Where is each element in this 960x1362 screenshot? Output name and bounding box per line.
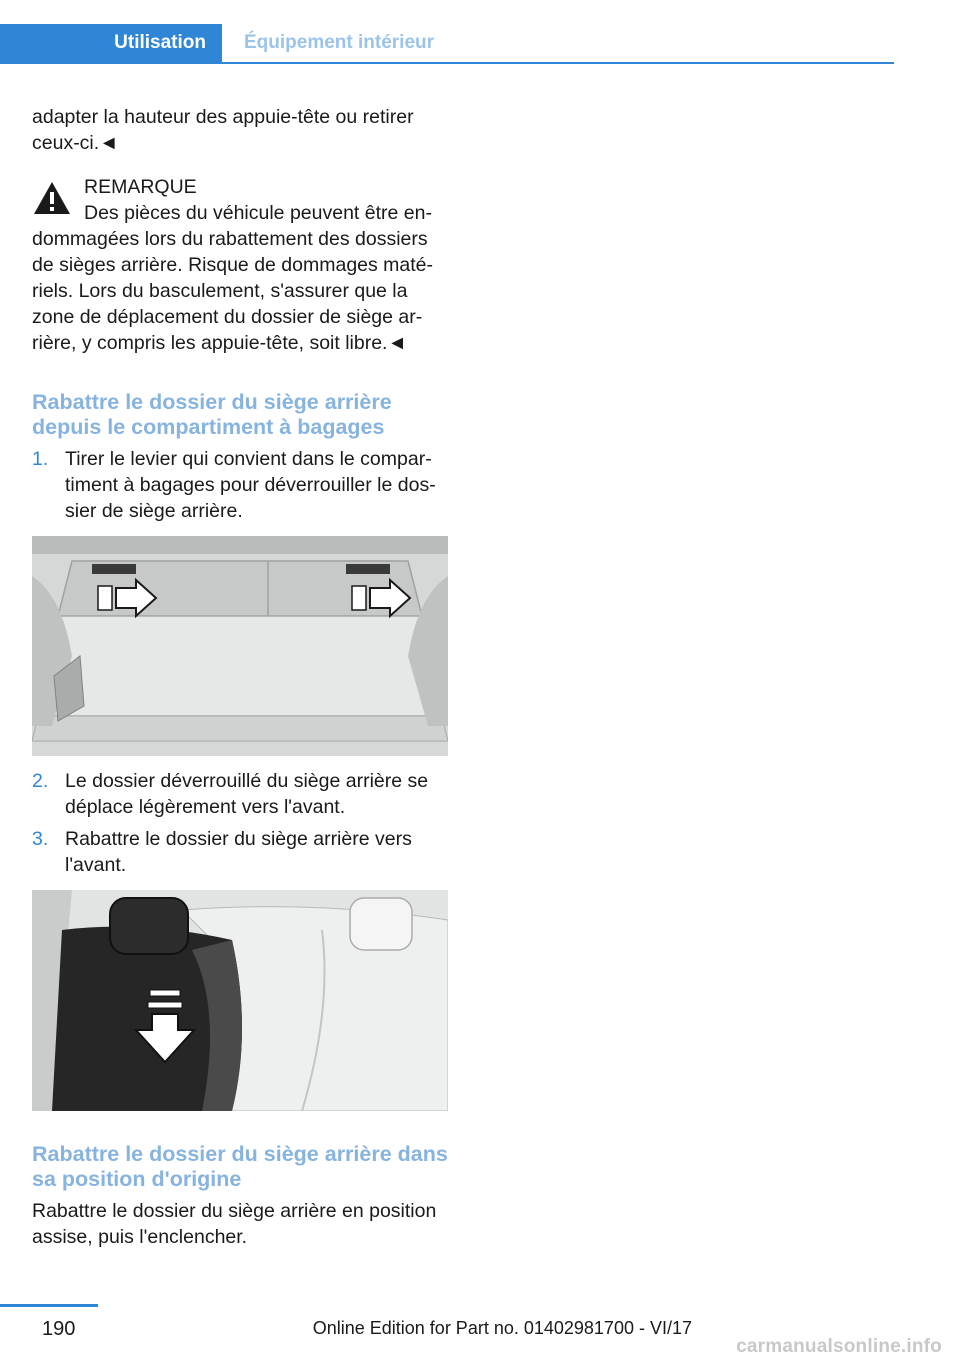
footer-divider <box>0 1304 98 1307</box>
step-number: 3. <box>32 828 49 850</box>
heading-fold-from-trunk: Rabattre le dossier du siège arrière depuis le compartiment à bagages <box>32 390 392 439</box>
section-heading-1 <box>32 390 450 440</box>
warning-triangle-icon <box>32 180 72 216</box>
list-item <box>32 826 450 878</box>
tab-equipement-interieur[interactable]: Équipement intérieur <box>244 32 435 53</box>
page-header <box>0 0 960 66</box>
final-text: Rabattre le dossier du siège arrière en position assise, puis l'enclencher. <box>32 1200 437 1248</box>
list-item <box>32 446 450 524</box>
warning-body: dommagées lors du rabattement des dossiers de sièges arrière. Risque de dommages maté-riels. Lors du basculement, s'assurer que la zone de déplacement du dossier de siège ar-rière, y compris les appuie-tête, soit libre.◄ <box>32 228 434 354</box>
warning-block <box>32 174 450 356</box>
rear-seat-illustration <box>32 890 448 1111</box>
list-item <box>32 768 450 820</box>
intro-text: adapter la hauteur des appuie-tête ou retirer ceux-ci.◄ <box>32 106 414 154</box>
watermark: carmanualsonline.info <box>736 1336 942 1357</box>
edition-text: Online Edition for Part no. 01402981700 - VI/17 <box>312 1318 692 1338</box>
page-number: 190 <box>42 1318 76 1340</box>
tab-utilisation[interactable]: Utilisation <box>0 24 222 62</box>
final-paragraph <box>32 1198 450 1250</box>
section-heading-2 <box>32 1142 450 1192</box>
step-text: Le dossier déverrouillé du siège arrière se déplace légèrement vers l'avant. <box>65 770 429 818</box>
intro-paragraph <box>32 104 450 156</box>
step-number: 2. <box>32 770 49 792</box>
step-list-2 <box>32 768 450 878</box>
warning-first-line: Des pièces du véhicule peuvent être en- <box>84 202 432 224</box>
trunk-illustration <box>32 536 448 756</box>
step-text: Tirer le levier qui convient dans le compar-timent à bagages pour déverrouiller le dos-sier de siège arrière. <box>65 448 436 522</box>
step-list-1 <box>32 446 450 524</box>
warning-title: REMARQUE <box>84 176 197 198</box>
heading-return-to-origin: Rabattre le dossier du siège arrière dans sa position d'origine <box>32 1142 448 1191</box>
step-number: 1. <box>32 448 49 470</box>
step-text: Rabattre le dossier du siège arrière vers l'avant. <box>65 828 412 876</box>
header-divider <box>0 62 894 64</box>
